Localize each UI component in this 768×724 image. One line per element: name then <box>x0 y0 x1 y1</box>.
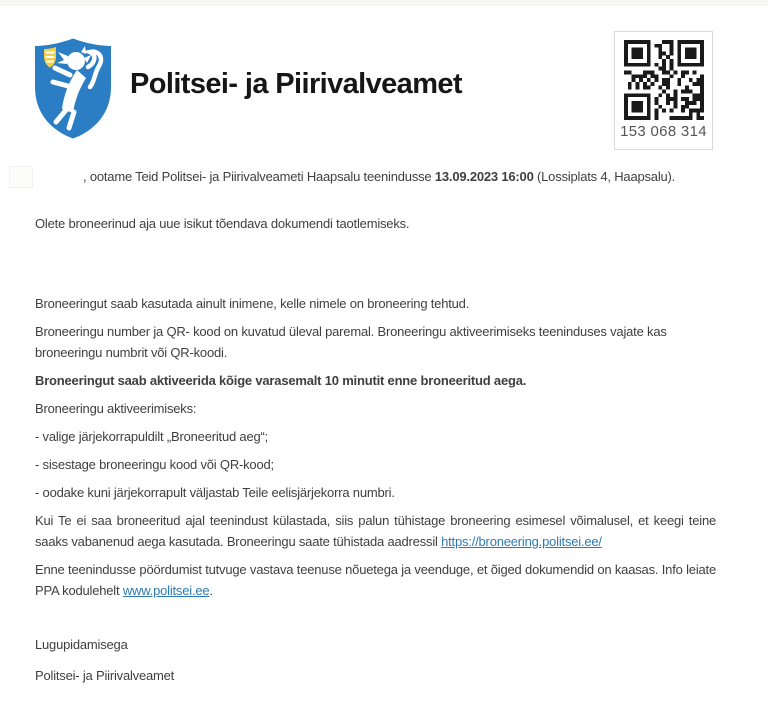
booking-purpose-line <box>35 213 716 234</box>
activation-step-2 <box>35 454 716 475</box>
text-run: Politsei- ja Piirivalveamet <box>35 668 175 683</box>
text-run: Enne teenindusse pöördumist tutvuge vastava teenuse nõuetega ja veenduge, et õiged dokumendid on kaasas. Info leiate PPA kodulehelt <box>35 562 716 598</box>
shield-lion-icon <box>33 37 113 141</box>
text-run: Olete broneerinud aja uue isikut tõendava dokumendi taotlemiseks. <box>35 216 410 231</box>
hyperlink[interactable]: www.politsei.ee <box>122 583 210 598</box>
booking-number: 153 068 314 <box>620 123 707 140</box>
text-run: . <box>209 583 213 598</box>
closing-line <box>35 634 716 655</box>
usage-restriction-line <box>35 293 716 314</box>
requirements-paragraph <box>35 559 716 601</box>
activation-intro-line <box>35 398 716 419</box>
text-run: Broneeringut saab kasutada ainult inimene, kelle nimele on broneering tehtud. <box>35 296 470 311</box>
activation-window-line <box>35 370 716 391</box>
text-run: Broneeringut saab aktiveerida kõige varasemalt 10 minutit enne broneeritud aega. <box>35 373 527 388</box>
text-run: Kui Te ei saa broneeritud ajal teenindust külastada, siis palun tühistage broneering esimesel võimalusel, et keegi teine saaks vabanenud aega kasutada. Broneeringu saate tühistada aadressil <box>35 513 716 549</box>
text-run: Broneeringu aktiveerimiseks: <box>35 401 197 416</box>
text-run: Lugupidamisega <box>35 637 128 652</box>
activation-step-1 <box>35 426 716 447</box>
qr-location-paragraph <box>35 321 716 363</box>
hyperlink[interactable]: https://broneering.politsei.ee/ <box>441 534 602 549</box>
page-title: Politsei- ja Piirivalveamet <box>130 68 462 100</box>
text-run: Broneeringu number ja QR- kood on kuvatud üleval paremal. Broneeringu aktiveerimiseks teeninduses vajate kas broneeringu numbrit või QR-koodi. <box>35 324 667 360</box>
text-run: 13.09.2023 16:00 <box>434 169 534 184</box>
redacted-name-box <box>9 166 33 188</box>
qr-code-icon <box>624 40 704 120</box>
text-run: - oodake kuni järjekorrapult väljastab Teile eelisjärjekorra numbri. <box>35 485 395 500</box>
ppa-crest-logo <box>33 37 113 141</box>
signature-line <box>35 665 716 686</box>
text-run: - sisestage broneeringu kood või QR-kood; <box>35 457 274 472</box>
document-body <box>35 166 716 693</box>
activation-step-3 <box>35 482 716 503</box>
text-run: - valige järjekorrapuldilt „Broneeritud aeg“; <box>35 429 269 444</box>
cancellation-paragraph <box>35 510 716 552</box>
text-run: , ootame Teid Politsei- ja Piirivalveameti Haapsalu teenindusse <box>83 169 435 184</box>
page-top-edge <box>0 0 768 6</box>
text-run: (Lossiplats 4, Haapsalu). <box>533 169 676 184</box>
booking-qr-panel <box>614 31 713 150</box>
greeting-line <box>35 166 716 187</box>
